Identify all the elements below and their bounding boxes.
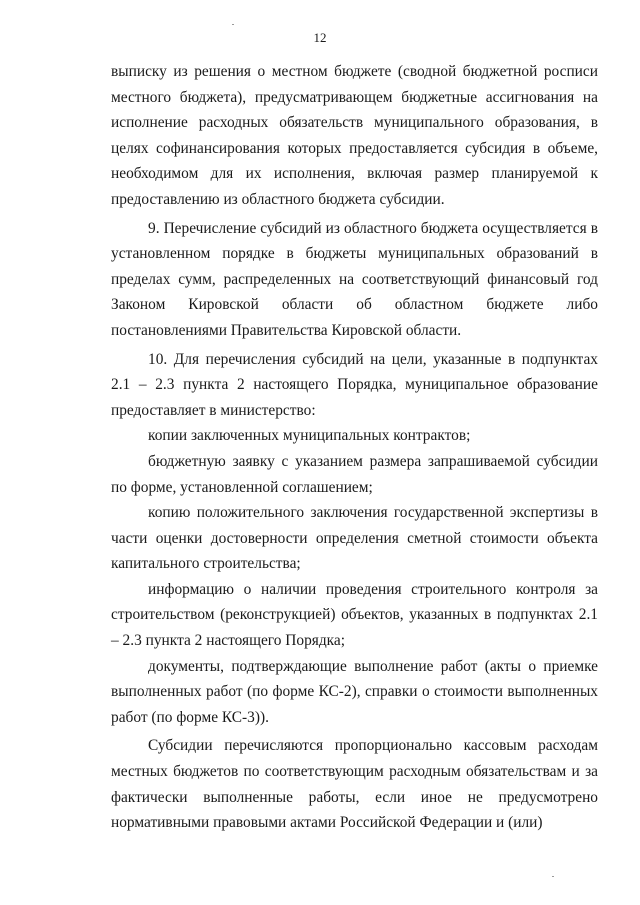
paragraph-budget-extract: выписку из решения о местном бюджете (сводной бюджетной росписи местного бюджета), предусматривающем бюджетные ассигнования на исполнение расходных обязательств муниципального образования, в целях софинансирования которых предоставляется субсидия в объеме, необходимом для их исполнения, включая размер планируемой к предоставлению из областного бюджета субсидии. — [111, 63, 598, 208]
list-item-budget-request: бюджетную заявку с указанием размера запрашиваемой субсидии по форме, установленной соглашением; — [111, 452, 598, 496]
list-item-work-documents: документы, подтверждающие выполнение работ (акты о приемке выполненных работ (по форме КС-2), справки о стоимости выполненных работ (по форме КС-3)). — [111, 657, 598, 726]
list-item-expertise-conclusion: копию положительного заключения государственной экспертизы в части оценки достоверности определения сметной стоимости объекта капитального строительства; — [111, 504, 598, 573]
page-number: 12 — [313, 30, 327, 45]
paragraph-item-9: 9. Перечисление субсидий из областного бюджета осуществляется в установленном порядке в бюджеты муниципальных образований в пределах сумм, распределенных на соответствующий финансовый год Законом Кировской области об областном бюджете либо постановлениями Правительства Кировской области. — [111, 219, 598, 339]
list-item-contracts: копии заключенных муниципальных контрактов; — [148, 427, 471, 445]
scan-speck — [232, 24, 234, 25]
paragraph-subsidy-transfer: Субсидии перечисляются пропорционально кассовым расходам местных бюджетов по соответствующим расходным обязательствам и за фактически выполненные работы, если иное не предусмотрено нормативными правовыми актами Российской Федерации и (или) — [111, 737, 598, 832]
scan-speck — [552, 876, 554, 877]
document-body — [111, 59, 598, 836]
paragraph-item-10: 10. Для перечисления субсидий на цели, указанные в подпунктах 2.1 – 2.3 пункта 2 настоящего Порядка, муниципальное образование предоставляет в министерство: — [111, 350, 598, 419]
list-item-construction-control: информацию о наличии проведения строительного контроля за строительством (реконструкцией) объектов, указанных в подпунктах 2.1 – 2.3 пункта 2 настоящего Порядка; — [111, 580, 598, 650]
